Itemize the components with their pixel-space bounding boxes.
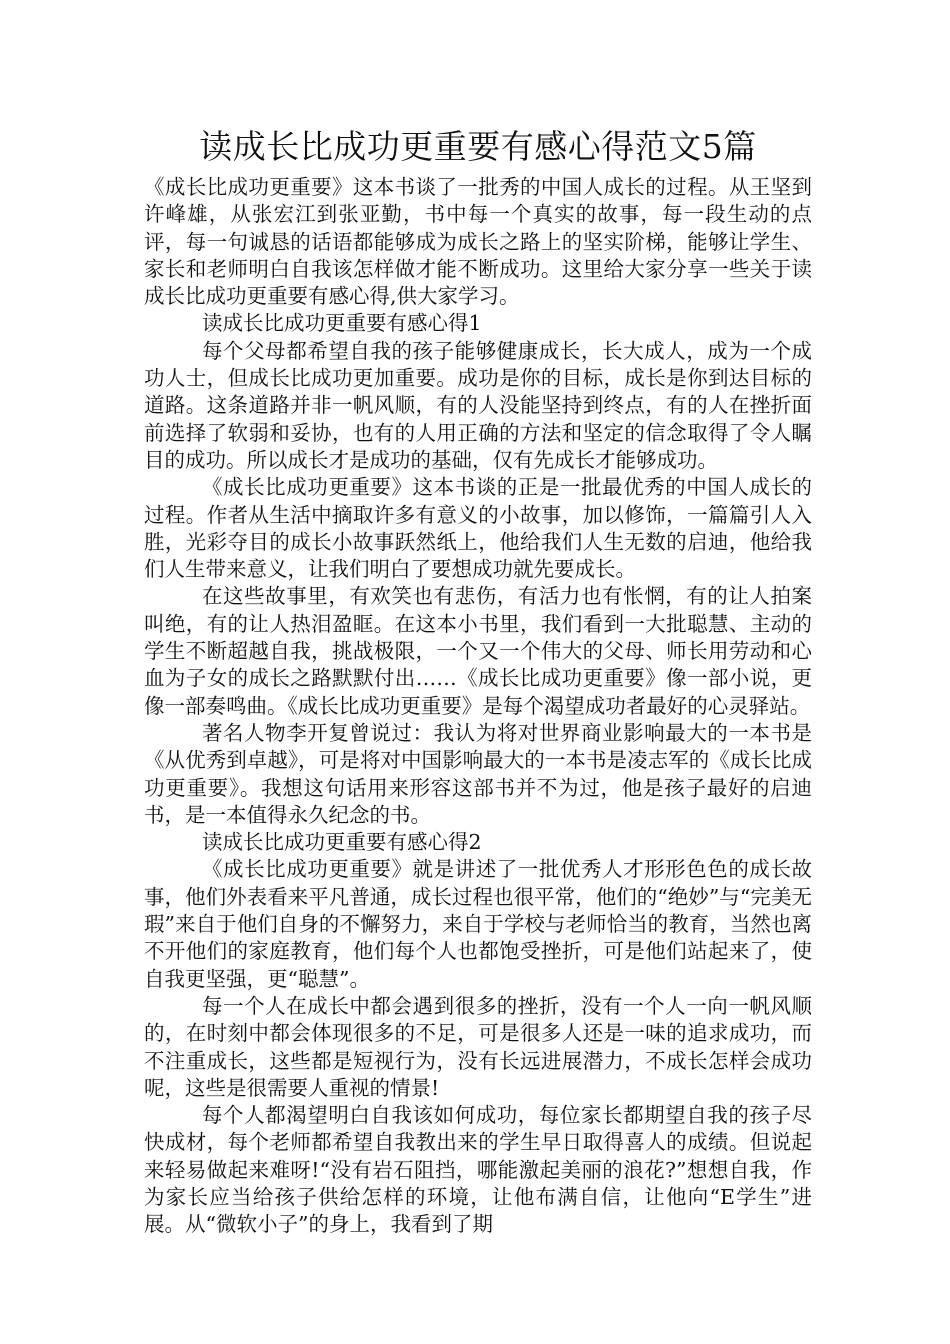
- section1-paragraph-2: 《成长比成功更重要》这本书谈的正是一批最优秀的中国人成长的过程。作者从生活中摘取许多有意义的小故事，加以修饰，一篇篇引人入胜，光彩夺目的成长小故事跃然纸上，他给我们人生无数的启迪，他给我们人生带来意义，让我们明白了要想成功就先要成长。: [144, 475, 812, 582]
- section1-paragraph-3: 在这些故事里，有欢笑也有悲伤，有活力也有怅惘，有的让人拍案叫绝，有的让人热泪盈眶。在这本小书里，我们看到一大批聪慧、主动的学生不断超越自我，挑战极限，一个又一个伟大的父母、师长用劳动和心血为子女的成长之路默默付出……《成长比成功更重要》像一部小说，更像一部奏鸣曲。《成长比成功更重要》是每个渴望成功者最好的心灵驿站。: [144, 584, 812, 718]
- section1-paragraph-4: 著名人物李开复曾说过：我认为将对世界商业影响最大的一本书是《从优秀到卓越》，可是将对中国影响最大的一本书是凌志军的《成长比成功更重要》。我想这句话用来形容这部书并不为过，他是孩子最好的启迪书，是一本值得永久纪念的书。: [144, 720, 812, 827]
- document-title: 读成长比成功更重要有感心得范文5篇: [199, 127, 757, 166]
- section2-paragraph-3: 每个人都渴望明白自我该如何成功，每位家长都期望自我的孩子尽快成材，每个老师都希望自我教出来的学生早日取得喜人的成绩。但说起来轻易做起来难呀!“没有岩石阻挡，哪能激起美丽的浪花?”想想自我，作为家长应当给孩子供给怎样的环境，让他布满自信，让他向“E学生”进展。从“微软小子”的身上，我看到了期: [144, 1103, 812, 1237]
- intro-paragraph: 《成长比成功更重要》这本书谈了一批秀的中国人成长的过程。从王坚到许峰雄，从张宏江到张亚勤，书中每一个真实的故事，每一段生动的点评，每一句诚恳的话语都能够成为成长之路上的坚实阶梯，能够让学生、家长和老师明白自我该怎样做才能不断成功。这里给大家分享一些关于读成长比成功更重要有感心得,供大家学习。: [144, 175, 812, 309]
- document-page: [144, 124, 812, 1239]
- section2-paragraph-2: 每一个人在成长中都会遇到很多的挫折，没有一个人一向一帆风顺的，在时刻中都会体现很多的不足，可是很多人还是一味的追求成功，而不注重成长，这些都是短视行为，没有长远进展潜力，不成长怎样会成功呢，这些是很需要人重视的情景!: [144, 993, 812, 1100]
- section-heading-1: 读成长比成功更重要有感心得1: [202, 311, 482, 336]
- section1-paragraph-1: 每个父母都希望自我的孩子能够健康成长，长大成人，成为一个成功人士，但成长比成功更加重要。成功是你的目标，成长是你到达目标的道路。这条道路并非一帆风顺，有的人没能坚持到终点，有的人在挫折面前选择了软弱和妥协，也有的人用正确的方法和坚定的信念取得了令人瞩目的成功。所以成长才是成功的基础，仅有先成长才能够成功。: [144, 338, 812, 472]
- section-heading-2: 读成长比成功更重要有感心得2: [202, 830, 482, 855]
- section2-paragraph-1: 《成长比成功更重要》就是讲述了一批优秀人才形形色色的成长故事，他们外表看来平凡普通，成长过程也很平常，他们的“绝妙”与“完美无瑕”来自于他们自身的不懈努力，来自于学校与老师恰当的教育，当然也离不开他们的家庭教育，他们每个人也都饱受挫折，可是他们站起来了，使自我更坚强，更“聪慧”。: [144, 857, 812, 991]
